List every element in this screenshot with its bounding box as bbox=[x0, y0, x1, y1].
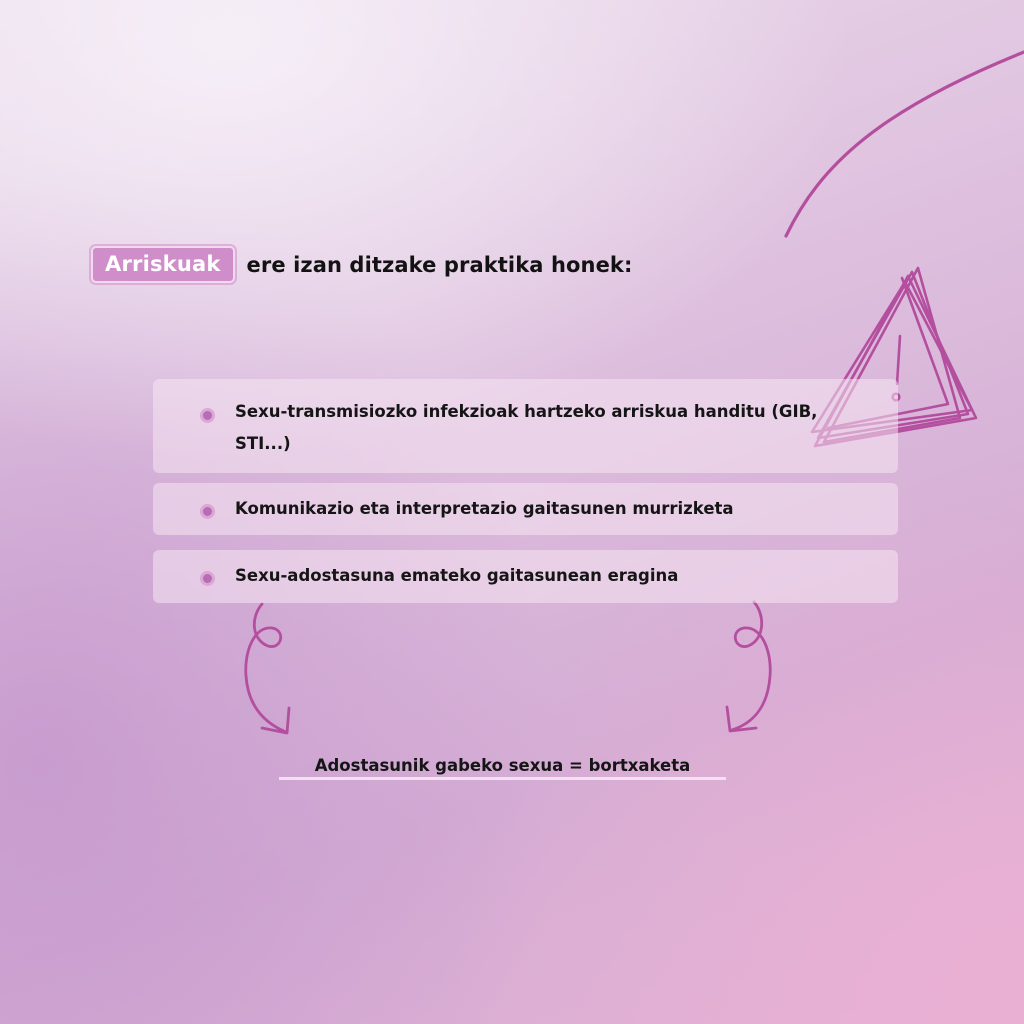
risk-card-2 bbox=[153, 483, 898, 535]
conclusion-text: Adostasunik gabeko sexua = bortxaketa bbox=[279, 756, 726, 780]
headline bbox=[91, 246, 633, 283]
risk-text-2: Komunikazio eta interpretazio gaitasunen murrizketa bbox=[235, 499, 734, 518]
risk-text-3: Sexu-adostasuna emateko gaitasunean eragina bbox=[235, 566, 679, 585]
risk-card-3 bbox=[153, 550, 898, 603]
risks-tag: Arriskuak bbox=[91, 246, 235, 283]
bullet-icon bbox=[200, 408, 215, 423]
headline-text: ere izan ditzake praktika honek: bbox=[246, 252, 633, 277]
risk-card-1 bbox=[153, 379, 898, 473]
bullet-icon bbox=[200, 571, 215, 586]
bullet-icon bbox=[200, 504, 215, 519]
risk-text-1: Sexu-transmisiozko infekzioak hartzeko arriskua handitu (GIB, STI...) bbox=[235, 402, 818, 453]
swoosh-line bbox=[786, 52, 1024, 236]
curly-arrow-right-icon bbox=[727, 602, 770, 731]
curly-arrow-left-icon bbox=[246, 604, 289, 733]
